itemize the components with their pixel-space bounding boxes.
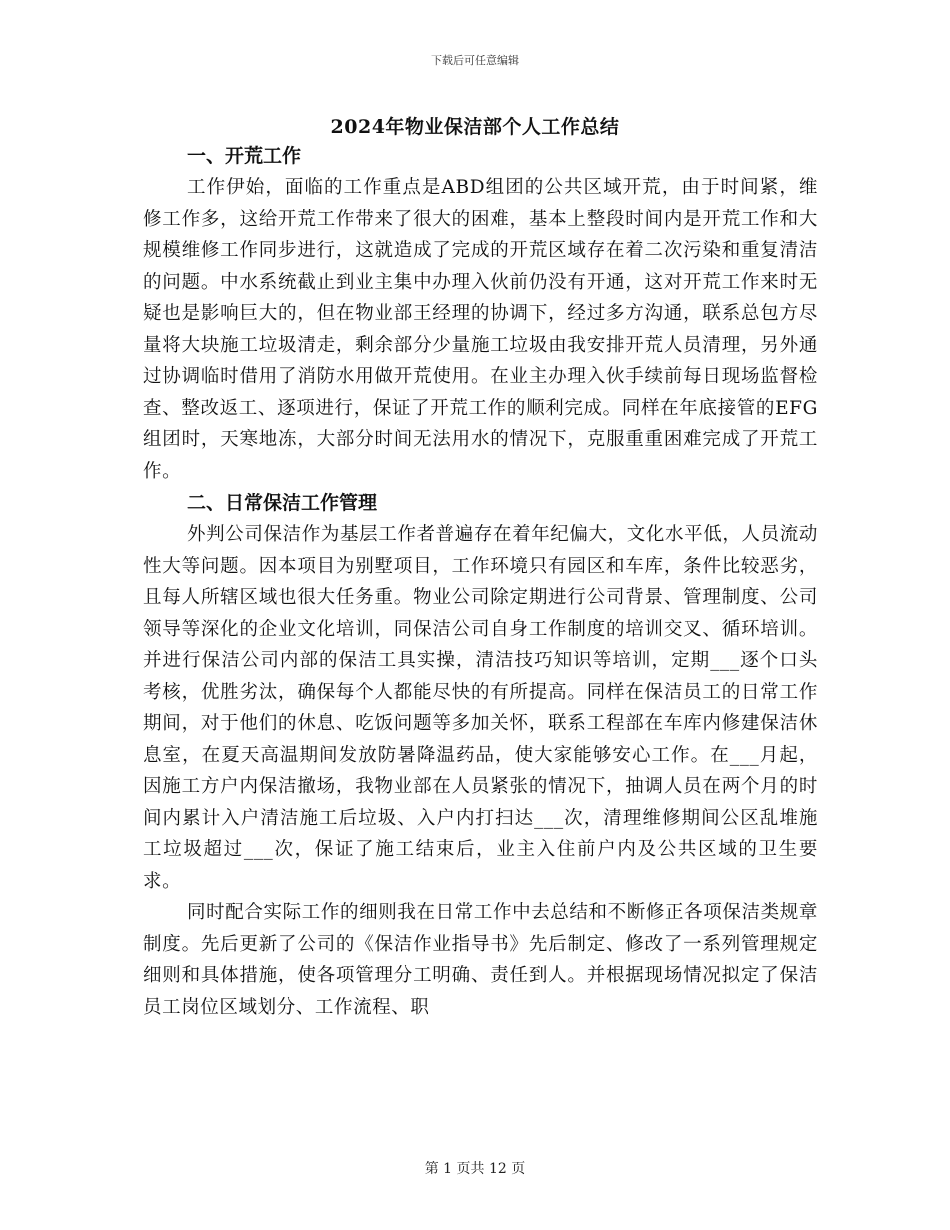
paragraph-daily-cleaning-2: 同时配合实际工作的细则我在日常工作中去总结和不断修正各项保洁类规章制度。先后更新了公司的《保洁作业指导书》先后制定、修改了一系列管理规定细则和具体措施，使各项管理分工明确、责任到人。并根据现场情况拟定了保洁员工岗位区域划分、工作流程、职 <box>143 902 818 1018</box>
page-header-note: 下载后可任意编辑 <box>431 54 519 67</box>
section-heading-daily-cleaning: 二、日常保洁工作管理 <box>187 492 378 514</box>
page-number: 第 1 页共 12 页 <box>424 1161 526 1177</box>
paragraph-daily-cleaning-1: 外判公司保洁作为基层工作者普遍存在着年纪偏大，文化水平低，人员流动性大等问题。因本项目为别墅项目，工作环境只有园区和车库，条件比较恶劣，且每人所辖区域也很大任务重。物业公司除定期进行公司背景、管理制度、公司领导等深化的企业文化培训，同保洁公司自身工作制度的培训交叉、循环培训。并进行保洁公司内部的保洁工具实操，清洁技巧知识等培训，定期___逐个口头考核，优胜劣汰，确保每个人都能尽快的有所提高。同样在保洁员工的日常工作期间，对于他们的休息、吃饭问题等多加关怀，联系工程部在车库内修建保洁休息室，在夏天高温期间发放防暑降温药品，使大家能够安心工作。在___月起，因施工方户内保洁撤场，我物业部在人员紧张的情况下，抽调人员在两个月的时间内累计入户清洁施工后垃圾、入户内打扫达___次，清理维修期间公区乱堆施工垃圾超过___次，保证了施工结束后，业主入住前户内及公共区域的卫生要求。 <box>143 524 818 892</box>
document-title: 2024年物业保洁部个人工作总结 <box>330 116 620 138</box>
paragraph-land-clearing: 工作伊始，面临的工作重点是ABD组团的公共区域开荒，由于时间紧，维修工作多，这给开荒工作带来了很大的困难，基本上整段时间内是开荒工作和大规模维修工作同步进行，这就造成了完成的开荒区域存在着二次污染和重复清洁的问题。中水系统截止到业主集中办理入伙前仍没有开通，这对开荒工作来时无疑也是影响巨大的，但在物业部王经理的协调下，经过多方沟通，联系总包方尽量将大块施工垃圾清走，剩余部分少量施工垃圾由我安排开荒人员清理，另外通过协调临时借用了消防水用做开荒使用。在业主办理入伙手续前每日现场监督检查、整改返工、逐项进行，保证了开荒工作的顺利完成。同样在年底接管的EFG组团时，天寒地冻，大部分时间无法用水的情况下，克服重重困难完成了开荒工作。 <box>143 177 818 482</box>
section-heading-land-clearing: 一、开荒工作 <box>187 145 302 167</box>
document-body <box>143 140 818 1023</box>
